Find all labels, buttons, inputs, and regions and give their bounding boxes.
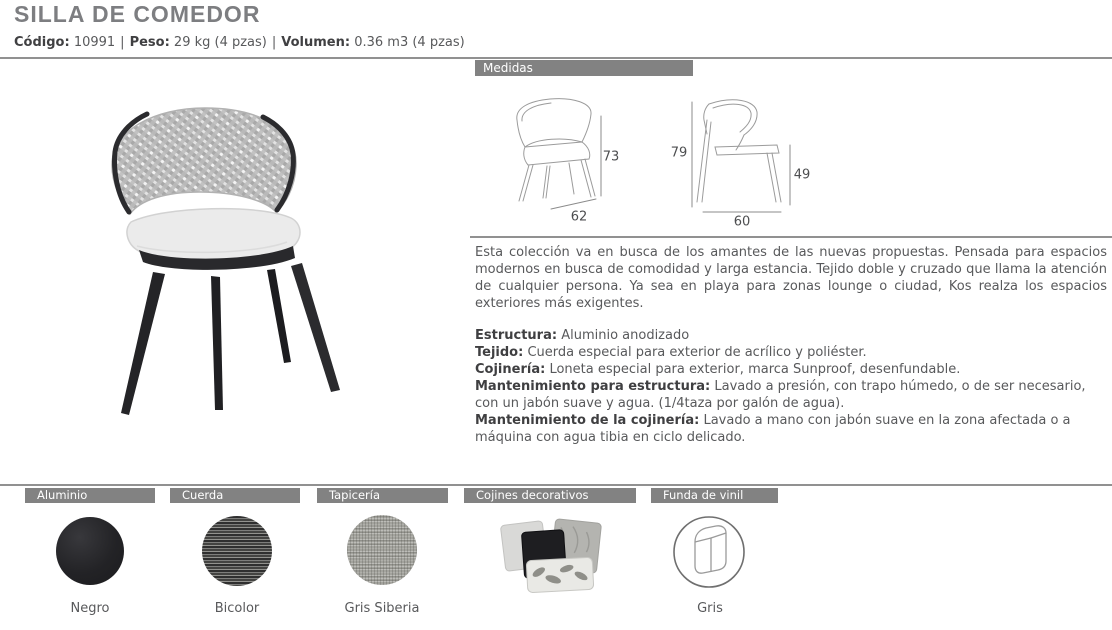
swatch-gris-siberia-sample [347,515,417,585]
info-separator: | [120,35,125,50]
spec-label: Mantenimiento para estructura: [475,379,711,394]
dim-side-seat-height: 49 [793,167,811,183]
codigo-value: 10991 [73,35,116,50]
measurement-diagrams [495,90,825,238]
volumen-value: 0.36 m3 (4 pzas) [354,35,465,50]
volumen-label: Volumen: [281,35,351,50]
product-description: Esta colección va en busca de los amantes de las nuevas propuestas. Pensada para espacios modernos en busca de comodidad y larga estancia. Tejido doble y cruzado que llama la atención de cualquier persona. Ya sea en playa para zonas lounge o ciudad, Kos realza los espacios exteriores más exigentes. [475,245,1107,311]
dimension-sketches [495,90,825,238]
swatch-label-gris-siberia: Gris Siberia [344,601,420,616]
chair-photo-illustration [95,100,355,430]
specs-list [475,327,1107,446]
spec-value: Aluminio anodizado [561,328,690,343]
info-separator: | [271,35,277,50]
swatch-header-cuerda: Cuerda [170,488,300,503]
dim-side-height: 79 [670,145,688,161]
spec-value: Loneta especial para exterior, marca Sunproof, desenfundable. [549,362,961,377]
swatch-header-aluminio: Aluminio [25,488,155,503]
spec-label: Cojinería: [475,362,546,377]
swatch-label-bicolor: Bicolor [214,601,260,616]
product-photo [95,100,355,430]
product-info-line [14,35,465,50]
decorative-pillows-photo [497,513,609,595]
top-divider [0,57,1112,59]
codigo-label: Código: [14,35,70,50]
funda-vinil-illustration [672,515,746,589]
chair-rear-left-leg [211,276,223,410]
spec-row-estructura [475,327,1107,344]
swatch-label-negro: Negro [70,601,110,616]
chair-front-right-leg [291,263,340,392]
chair-rope-backrest [112,108,296,214]
vinyl-cover-sketch [672,515,746,589]
swatch-label-gris: Gris [697,601,723,616]
peso-label: Peso: [129,35,170,50]
swatch-bicolor-sample [202,516,272,586]
dim-front-height: 73 [602,149,620,165]
spec-value: Lavado a presión, con trapo húmedo, o de ser necesario, con un jabón suave y agua. (1/4taza por galón de agua). [475,379,1086,411]
peso-value: 29 kg (4 pzas) [173,35,267,50]
medidas-divider [470,236,1112,238]
spec-label: Estructura: [475,328,558,343]
spec-value: Lavado a mano con jabón suave en la zona afectada o a máquina con agua tibia en ciclo delicado. [475,413,1071,445]
spec-row-cojineria [475,361,1107,378]
spec-value: Cuerda especial para exterior de acrílico y poliéster. [527,345,867,360]
dim-side-depth: 60 [733,214,751,230]
spec-row-tejido [475,344,1107,361]
bottom-divider [0,484,1112,486]
dim-front-width: 62 [570,209,588,225]
medidas-header-bar: Medidas [475,60,693,76]
spec-label: Tejido: [475,345,524,360]
chair-front-left-leg [121,272,165,415]
swatch-header-cojines: Cojines decorativos [464,488,636,503]
chair-rear-right-leg [267,269,291,363]
page-title: SILLA DE COMEDOR [14,1,261,27]
swatch-header-funda: Funda de vinil [651,488,778,503]
swatch-header-tapiceria: Tapicería [317,488,448,503]
spec-row-mantenimiento-cojineria [475,412,1107,446]
swatch-negro-sample [56,517,124,585]
spec-row-mantenimiento-estructura [475,378,1107,412]
pillows-illustration [497,513,609,595]
spec-label: Mantenimiento de la cojinería: [475,413,700,428]
